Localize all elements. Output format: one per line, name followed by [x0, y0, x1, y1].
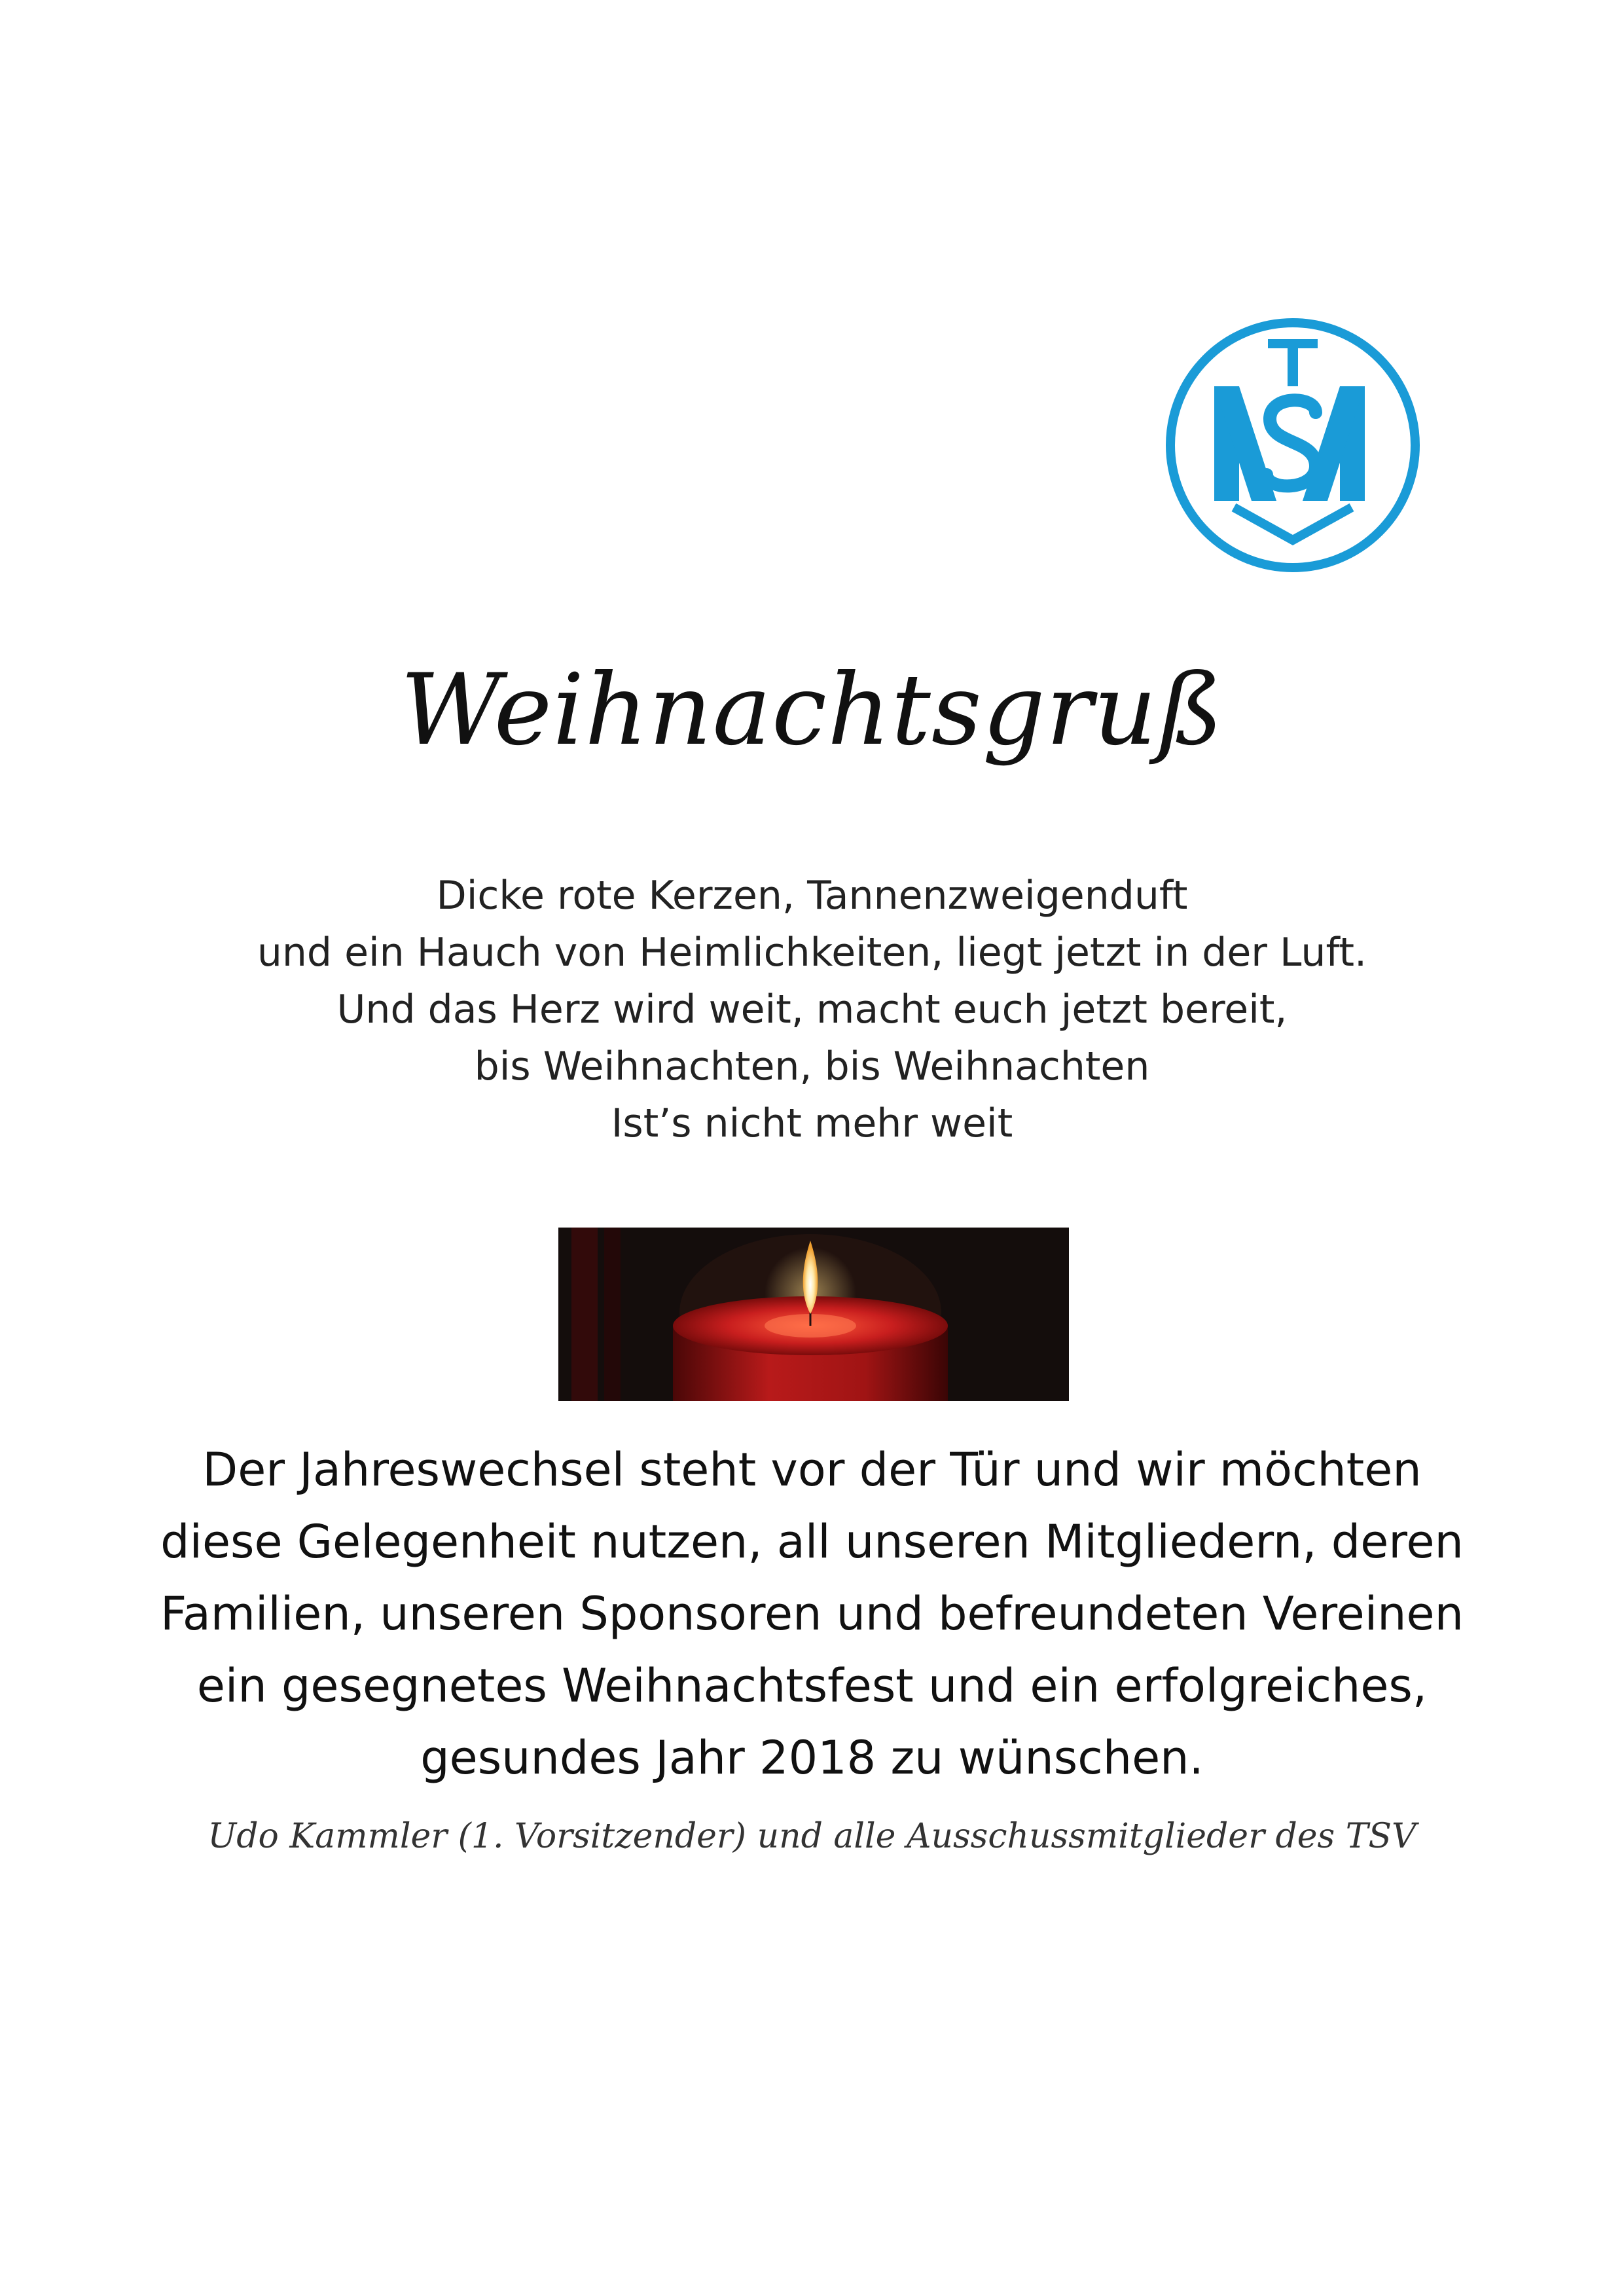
- message-line: diese Gelegenheit nutzen, all unseren Mitgliedern, deren: [160, 1515, 1464, 1569]
- greeting-message: [0, 1434, 1624, 1794]
- message-line: gesundes Jahr 2018 zu wünschen.: [420, 1731, 1204, 1785]
- tsv-club-logo: [1162, 314, 1424, 576]
- poem-line: und ein Hauch von Heimlichkeiten, liegt jetzt in der Luft.: [257, 930, 1367, 975]
- candle-photo: [558, 1228, 1069, 1401]
- message-line: Der Jahreswechsel steht vor der Tür und wir möchten: [202, 1443, 1422, 1497]
- christmas-poem: [0, 867, 1624, 1152]
- poem-line: Ist’s nicht mehr weit: [611, 1101, 1013, 1146]
- message-line: ein gesegnetes Weihnachtsfest und ein erfolgreiches,: [196, 1659, 1428, 1713]
- red-candle-icon: [558, 1228, 1069, 1401]
- message-line: Familien, unseren Sponsoren und befreundeten Vereinen: [160, 1587, 1464, 1641]
- signature: Udo Kammler (1. Vorsitzender) und alle Ausschussmitglieder des TSV: [208, 1817, 1416, 1856]
- page-title: Weihnachtsgruß: [400, 653, 1224, 767]
- poem-line: Und das Herz wird weit, macht euch jetzt bereit,: [336, 987, 1288, 1032]
- tsv-logo-icon: [1162, 314, 1424, 576]
- poem-line: Dicke rote Kerzen, Tannenzweigenduft: [436, 873, 1188, 919]
- poem-line: bis Weihnachten, bis Weihnachten: [474, 1044, 1150, 1089]
